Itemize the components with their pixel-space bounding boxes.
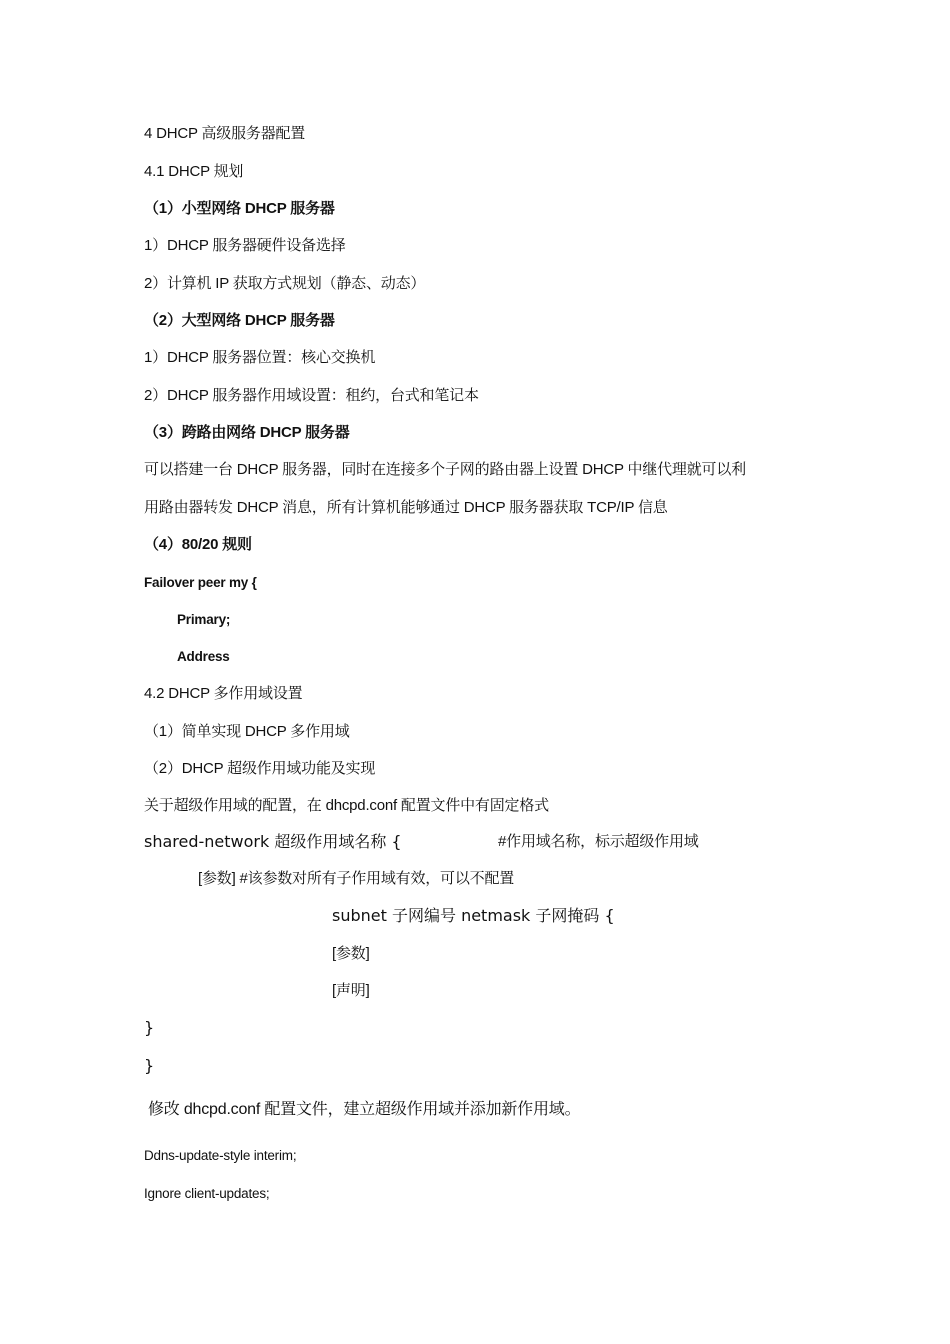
code-line: [声明] (332, 982, 370, 999)
code-line: Ignore client-updates; (144, 1186, 270, 1201)
code-line: Ddns-update-style interim; (144, 1148, 297, 1163)
text-line: 关于超级作用域的配置，在 dhcpd.conf 配置文件中有固定格式 (144, 797, 549, 814)
text-line: 1）DHCP 服务器硬件设备选择 (144, 237, 346, 254)
paragraph-line: 可以搭建一台 DHCP 服务器，同时在连接多个子网的路由器上设置 DHCP 中继代理就可以利 (144, 461, 746, 478)
paragraph-line: 用路由器转发 DHCP 消息，所有计算机能够通过 DHCP 服务器获取 TCP/IP 信息 (144, 499, 668, 516)
code-line: } (144, 1056, 155, 1075)
item-large-network: （2）大型网络 DHCP 服务器 (144, 312, 335, 329)
text-line: （1）简单实现 DHCP 多作用域 (144, 723, 350, 740)
code-comment: #作用域名称，标示超级作用域 (498, 833, 699, 850)
item-cross-router: （3）跨路由网络 DHCP 服务器 (144, 424, 350, 441)
code-line: Address (177, 649, 230, 664)
text-line: 2）计算机 IP 获取方式规划（静态、动态） (144, 275, 426, 292)
code-line: Failover peer my { (144, 575, 257, 590)
code-line: shared-network 超级作用域名称 { (144, 832, 402, 851)
code-line: [参数] #该参数对所有子作用域有效，可以不配置 (198, 870, 515, 887)
code-line: } (144, 1018, 155, 1037)
item-small-network: （1）小型网络 DHCP 服务器 (144, 200, 335, 217)
text-line: （2）DHCP 超级作用域功能及实现 (144, 760, 376, 777)
code-line: Primary; (177, 612, 231, 627)
text-line: 2）DHCP 服务器作用域设置：租约，台式和笔记本 (144, 387, 479, 404)
code-line: subnet 子网编号 netmask 子网掩码 { (332, 906, 615, 925)
code-line: [参数] (332, 945, 370, 962)
text-line: 1）DHCP 服务器位置：核心交换机 (144, 349, 376, 366)
heading-4: 4 DHCP 高级服务器配置 (144, 125, 306, 142)
heading-4-1: 4.1 DHCP 规划 (144, 163, 244, 180)
paragraph-line: 修改 dhcpd.conf 配置文件，建立超级作用域并添加新作用域。 (148, 1101, 581, 1118)
item-80-20-rule: （4）80/20 规则 (144, 536, 252, 553)
heading-4-2: 4.2 DHCP 多作用域设置 (144, 685, 303, 702)
